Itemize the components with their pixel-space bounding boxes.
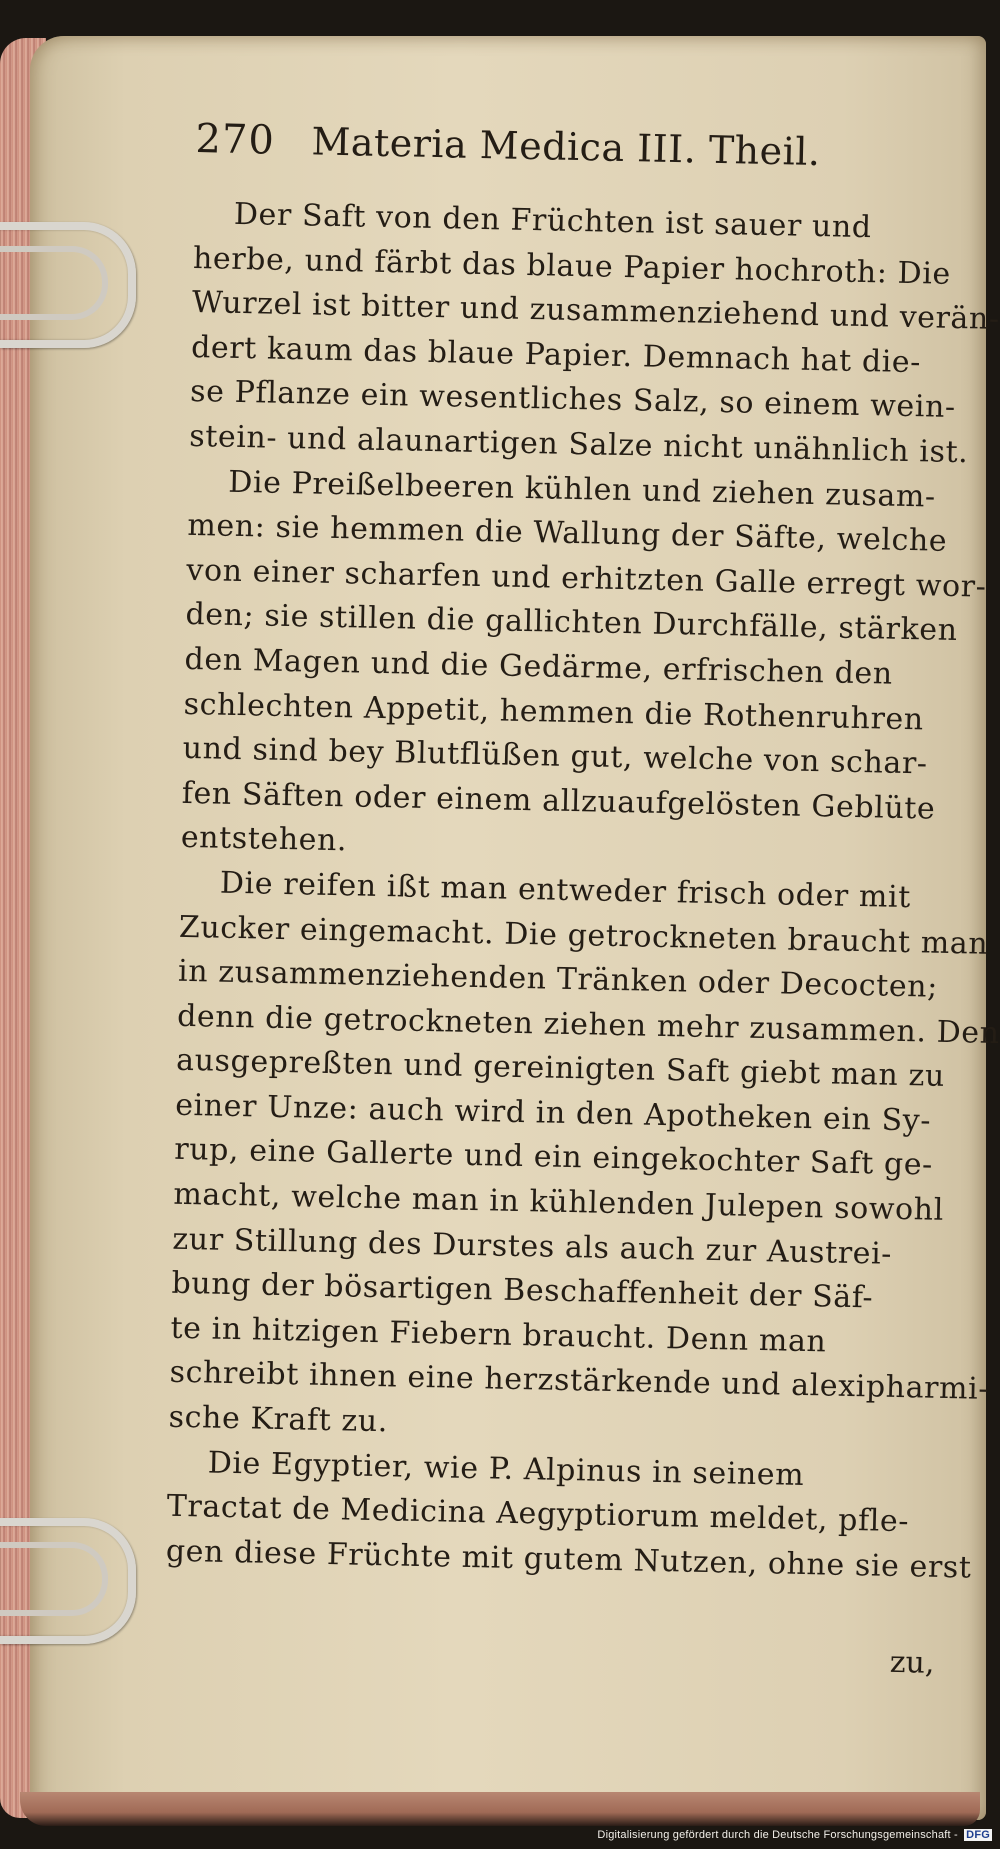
text-line: Tractat de Medicina Aegyptiorum meldet, pfle-: [166, 1488, 910, 1540]
text-line: Wurzel ist bitter und zusammenziehend und verän-: [191, 285, 1000, 338]
catchword: zu,: [889, 1644, 935, 1681]
text-line: gen diese Früchte mit gutem Nutzen, ohne sie erst: [165, 1533, 972, 1586]
text-line: Zucker eingemacht. Die getrockneten braucht man: [178, 909, 989, 962]
text-block: [165, 116, 1000, 1681]
text-line: rup, eine Gallerte und ein eingekochter Saft ge-: [173, 1132, 934, 1184]
text-line: denn die getrockneten ziehen mehr zusammen. Den: [176, 998, 1000, 1051]
text-line: ausgepreßten und gereinigten Saft giebt man zu: [175, 1043, 946, 1095]
text-line: macht, welche man in kühlenden Julepen sowohl: [173, 1176, 945, 1228]
text-line: den Magen und die Gedärme, erfrischen den: [184, 641, 894, 692]
text-line: Die Preißelbeeren kühlen und ziehen zusam-: [227, 464, 937, 515]
text-line: entstehen.: [180, 820, 348, 859]
dfg-logo-badge: DFG: [966, 1829, 990, 1841]
text-line: fen Säften oder einem allzuaufgelösten Geblüte: [181, 775, 936, 827]
text-line: und sind bey Blutflüßen gut, welche von schar-: [182, 730, 928, 782]
text-line: sche Kraft zu.: [168, 1399, 389, 1440]
text-line: te in hitzigen Fiebern braucht. Denn man: [170, 1310, 827, 1360]
text-line: in zusammenziehenden Tränken oder Decocten;: [177, 953, 939, 1005]
book-cover-edge: [20, 1792, 980, 1826]
paper-clip-bottom: [0, 1518, 136, 1644]
text-line: von einer scharfen und erhitzten Galle erregt wor-: [186, 552, 987, 605]
running-title: Materia Medica III. Theil.: [311, 119, 821, 175]
credit-text: Digitalisierung gefördert durch die Deutsche Forschungsgemeinschaft -: [597, 1829, 958, 1841]
text-line: dert kaum das blaue Papier. Demnach hat die-: [190, 329, 922, 381]
text-line: men: sie hemmen die Wallung der Säfte, welche: [187, 508, 948, 559]
text-line: stein- und alaunartigen Salze nicht unähnlich ist.: [188, 418, 969, 471]
text-line: bung der bösartigen Beschaffenheit der Säf-: [171, 1265, 874, 1316]
page-number: 270: [195, 116, 276, 164]
text-line: se Pflanze ein wesentliches Salz, so einem wein-: [189, 374, 957, 426]
text-line: herbe, und färbt das blaue Papier hochroth: Die: [192, 240, 952, 292]
text-line: Die Egyptier, wie P. Alpinus in seinem: [207, 1445, 805, 1493]
text-line: Die reifen ißt man entweder frisch oder mit: [219, 865, 912, 916]
text-line: schreibt ihnen eine herzstärkende und alexipharmi-: [169, 1355, 990, 1408]
text-line: den; sie stillen die gallichten Durchfälle, stärken: [185, 597, 958, 649]
digitization-credit: [597, 1829, 992, 1841]
paper-clip-top: [0, 222, 136, 348]
body-text: [165, 192, 1000, 1590]
text-line: schlechten Appetit, hemmen die Rothenruhren: [183, 686, 925, 737]
text-line: zur Stillung des Durstes als auch zur Austrei-: [172, 1221, 893, 1272]
text-line: einer Unze: auch wird in den Apotheken ein Sy-: [174, 1087, 932, 1139]
text-line: Der Saft von den Früchten ist sauer und: [233, 196, 873, 246]
